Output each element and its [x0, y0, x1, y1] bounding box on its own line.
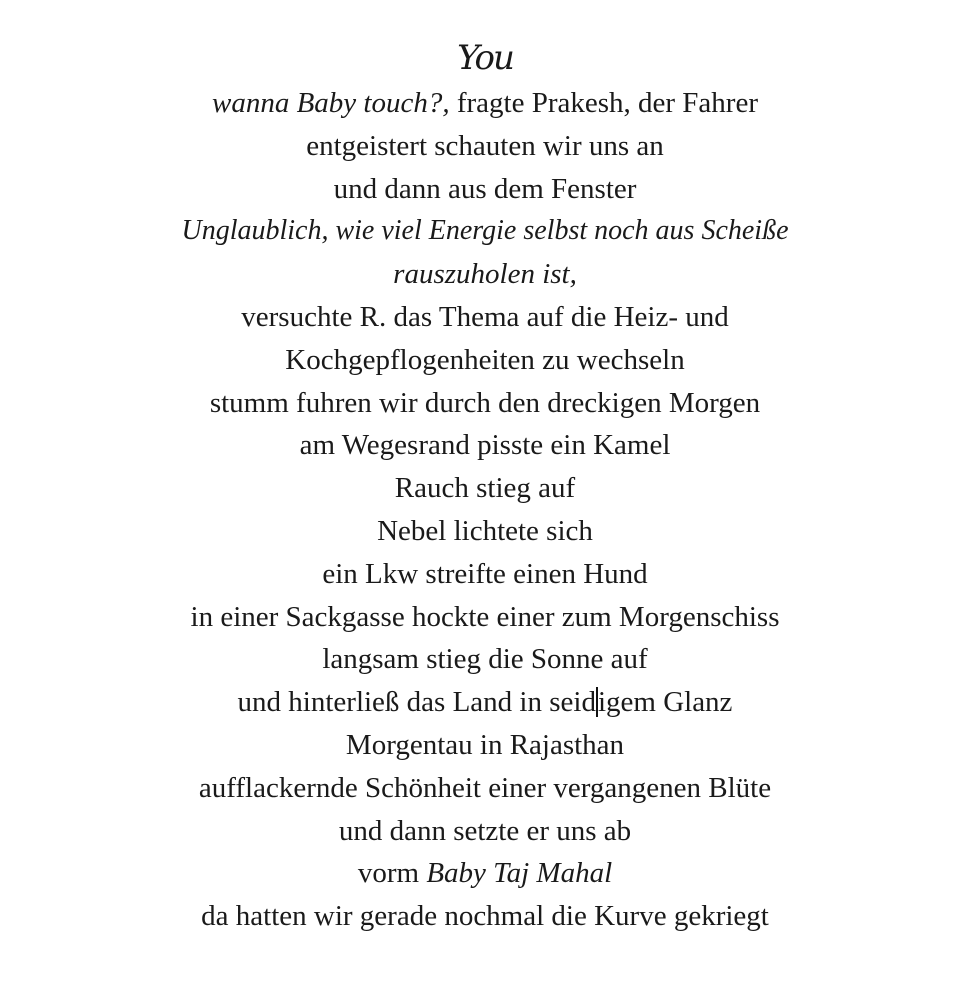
line-text: fragte Prakesh, der Fahrer [449, 87, 758, 119]
poem-line-3: und dann aus dem Fenster [333, 172, 637, 205]
poem-line-1 [0, 82, 970, 125]
poem-line-14: langsam stieg die Sonne auf [322, 643, 648, 676]
poem-line-10: Rauch stieg auf [394, 472, 576, 505]
poem-line-5: rauszuholen ist, [393, 258, 577, 291]
poem-line-15 [0, 681, 970, 724]
poem-line-8: stumm fuhren wir durch den dreckigen Morgen [209, 386, 761, 419]
poem-line-7: Kochgepflogenheiten zu wechseln [285, 343, 685, 376]
italic-quote: wanna Baby touch?, [211, 87, 450, 119]
line-text: igem Glanz [597, 686, 733, 719]
poem-line-12: ein Lkw streifte einen Hund [322, 557, 648, 590]
poem-line-17: aufflackernde Schönheit einer vergangenen Blüte [198, 771, 772, 804]
line-text: vorm [357, 857, 427, 890]
line-text: und hinterließ das Land in seid [237, 686, 596, 719]
poem-line-13: in einer Sackgasse hockte einer zum Morgenschiss [190, 600, 780, 633]
poem-line-6: versuchte R. das Thema auf die Heiz- und [241, 300, 729, 333]
poem-heading: You [457, 38, 513, 78]
poem-line-2: entgeistert schauten wir uns an [306, 129, 664, 162]
poem-line-11: Nebel lichtete sich [377, 514, 593, 547]
poem-line-4: Unglaublich, wie viel Energie selbst noch aus Scheiße [181, 215, 789, 247]
italic-title: Baby Taj Mahal [426, 857, 613, 890]
poem-line-20: da hatten wir gerade nochmal die Kurve gekriegt [201, 900, 769, 933]
poem-line-9: am Wegesrand pisste ein Kamel [299, 429, 671, 462]
poem-line-18: und dann setzte er uns ab [338, 814, 632, 847]
poem-body [0, 82, 970, 938]
poem-line-19 [0, 852, 970, 895]
poem-line-16: Morgentau in Rajasthan [345, 728, 625, 761]
